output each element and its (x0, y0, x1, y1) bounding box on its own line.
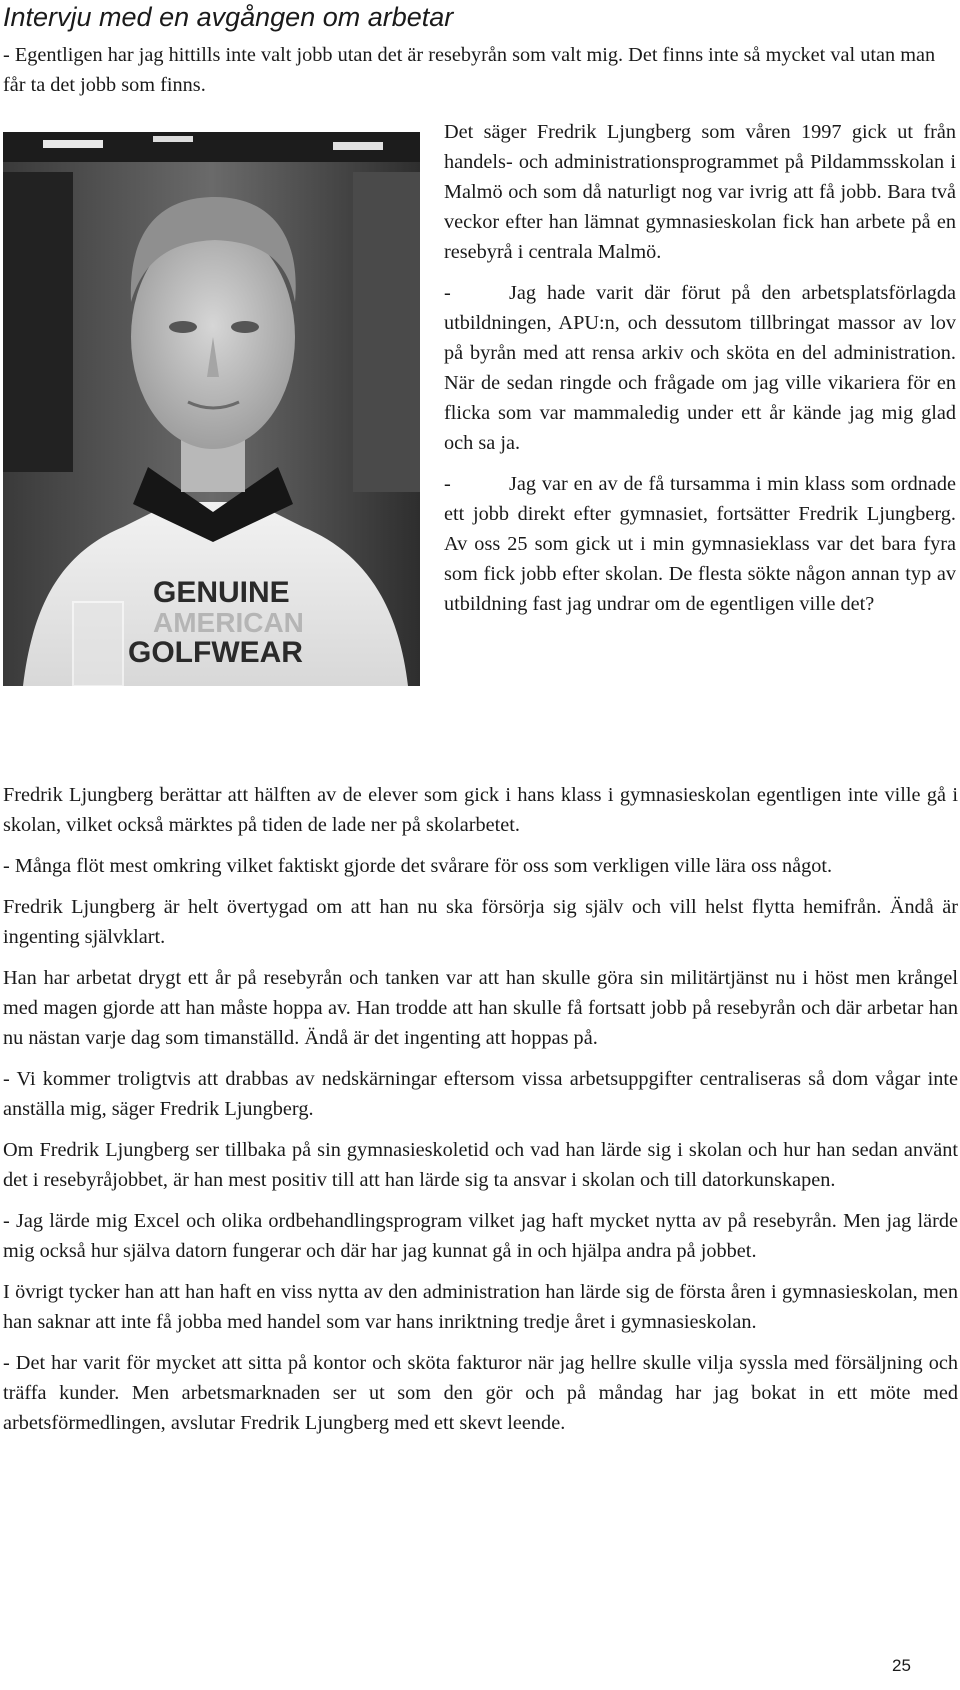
body-paragraph: - Många flöt mest omkring vilket faktiskt gjorde det svårare för oss som verkligen ville lära oss något. (3, 855, 833, 877)
shirt-text-line1: GENUINE (153, 576, 290, 609)
right-paragraph: Det säger Fredrik Ljungberg som våren 1997 gick ut från handels- och administrationsprogrammet på Pildammsskolan i Malmö och som då naturligt nog var ivrig att få jobb. Bara två veckor efter han lämnat gymnasieskolan fick han arbete på en resebyrå i centrala Malmö. (444, 121, 956, 263)
shirt-text-line2: AMERICAN (153, 607, 304, 638)
body-paragraph: - Vi kommer troligtvis att drabbas av nedskärningar eftersom vissa arbetsuppgifter centraliseras så dom vågar inte anställa mig, säger Fredrik Ljungberg. (3, 1068, 958, 1120)
right-quote-text: Jag var en av de få tursamma i min klass som ordnade ett jobb direkt efter gymnasiet, fortsätter Fredrik Ljungberg. Av oss 25 som gick ut i min gymnasieklass var det bara fyra som fick jobb efter skolan. De flesta sökte någon annan typ av utbildning fast jag undrar om de egentligen ville det? (444, 473, 956, 615)
dash-marker: - (444, 473, 451, 495)
body-paragraph: - Jag lärde mig Excel och olika ordbehandlingsprogram vilket jag haft mycket nytta av på resebyrån. Men jag lärde mig också hur själva datorn fungerar och där har jag kunnat gå in och hjälpa andra på jobbet. (3, 1210, 958, 1262)
right-quote (444, 469, 956, 619)
article-body (3, 780, 958, 1449)
body-paragraph: - Det har varit för mycket att sitta på kontor och sköta fakturor när jag hellre skulle vilja syssla med försäljning och träffa kunder. Men arbetsmarknaden ser ut som den gör och på måndag har jag bokat in ett möte med arbetsförmedlingen, avslutar Fredrik Ljungberg med ett skevt leende. (3, 1352, 958, 1434)
right-quote-text: Jag hade varit där förut på den arbetsplatsförlagda utbildningen, APU:n, och dessutom tillbringat massor av lov på byrån med att rensa arkiv och sköta en del administration. När de sedan ringde och frågade om jag ville vikariera för en flicka som var mammaledig under ett år kände jag mig glad och sa ja. (444, 282, 956, 454)
body-paragraph: Han har arbetat drygt ett år på resebyrån och tanken var att han skulle göra sin militärtjänst nu i höst men krångel med magen gjorde att han måste hoppa av. Han trodde att han skulle få fortsatt jobb på resebyrån och där arbetar han nu nästan varje dag som timanställd. Ändå är det ingenting att hoppas på. (3, 967, 958, 1049)
article-title: Intervju med en avgången om arbetar (3, 2, 454, 32)
right-column (444, 117, 956, 630)
page-number: 25 (892, 1656, 911, 1675)
intro-quote: - Egentligen har jag hittills inte valt jobb utan det är resebyrån som valt mig. Det finns inte så mycket val utan man får ta det jobb som finns. (3, 44, 936, 96)
shirt-text-line3: GOLFWEAR (128, 636, 303, 669)
body-paragraph: Fredrik Ljungberg är helt övertygad om att han nu ska försörja sig själv och vill helst flytta hemifrån. Ändå är ingenting självklart. (3, 896, 958, 948)
portrait-photo (3, 132, 420, 686)
portrait-illustration (3, 132, 420, 686)
body-paragraph: I övrigt tycker han att han haft en viss nytta av den administration han lärde sig de första åren i gymnasieskolan, men han saknar att inte få jobba med handel som var hans inriktning tredje året i gymnasieskolan. (3, 1281, 958, 1333)
body-paragraph: Om Fredrik Ljungberg ser tillbaka på sin gymnasieskoletid och vad han lärde sig i skolan och hur han sedan använt det i resebyråjobbet, är han mest positiv till att han lärde sig ta ansvar i skolan och till datorkunskapen. (3, 1139, 958, 1191)
dash-marker: - (444, 282, 451, 304)
right-quote (444, 278, 956, 458)
body-paragraph: Fredrik Ljungberg berättar att hälften av de elever som gick i hans klass i gymnasieskolan egentligen inte ville gå i skolan, vilket också märktes på tiden de lade ner på skolarbetet. (3, 784, 958, 836)
